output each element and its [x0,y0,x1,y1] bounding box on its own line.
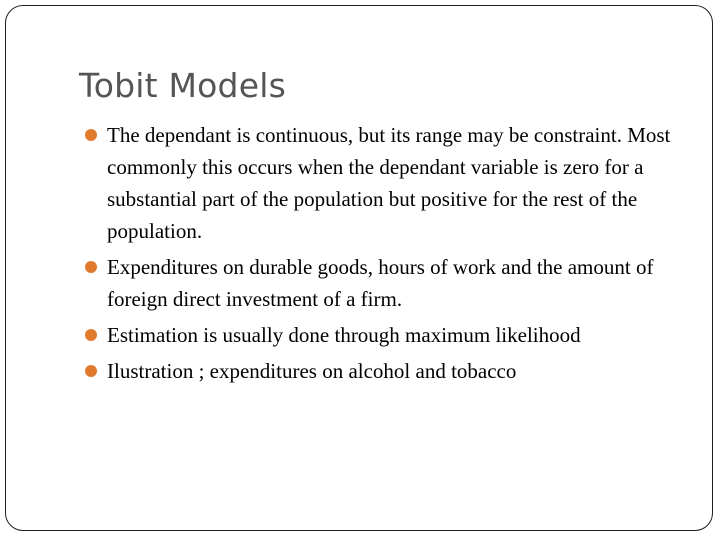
bullet-list [85,119,695,391]
bullet-text: The dependant is continuous, but its range may be constraint. Most commonly this occurs when the dependant variable is zero for a substantial part of the population but positive for the rest of the population. [107,123,671,243]
bullet-disc-icon [85,329,97,341]
bullet-item [85,119,695,247]
bullet-item [85,355,695,387]
bullet-disc-icon [85,129,97,141]
bullet-text: Estimation is usually done through maximum likelihood [107,323,581,347]
bullet-item [85,251,695,315]
bullet-item [85,319,695,351]
bullet-disc-icon [85,261,97,273]
slide-frame [5,5,713,531]
slide-title: Tobit Models [79,66,286,105]
bullet-text: Ilustration ; expenditures on alcohol and tobacco [107,359,517,383]
bullet-text: Expenditures on durable goods, hours of work and the amount of foreign direct investment of a firm. [107,255,654,311]
bullet-disc-icon [85,365,97,377]
